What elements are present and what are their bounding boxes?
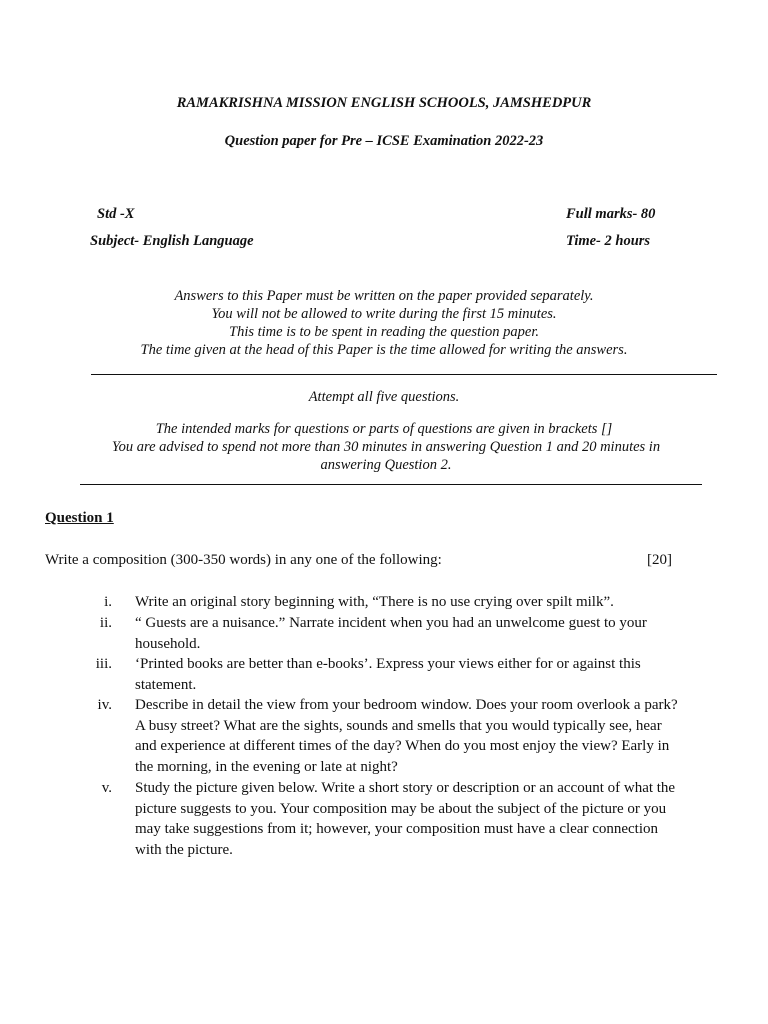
question-1-marks: [20] xyxy=(647,552,672,568)
option-number: i. xyxy=(104,594,112,610)
option-text: Describe in detail the view from your bedroom window. Does your room overlook a park? A busy street? What are the sights, sounds and smells that you would typically see, hear and experience at different times of the day? When do you most enjoy the view? Early in the morning, in the evening or late at night? xyxy=(135,697,678,775)
time-advice: You are advised to spend not more than 30 minutes in answering Question 1 and 20 minutes in answering Question 2. xyxy=(111,439,661,473)
option-text: Write an original story beginning with, “There is no use crying over spilt milk”. xyxy=(135,594,614,610)
attempt-instruction: Attempt all five questions. xyxy=(308,389,460,405)
instructions-block xyxy=(0,287,768,359)
option-text: ‘Printed books are better than e-books’. Express your views either for or against this statement. xyxy=(135,656,641,693)
instruction-line: The time given at the head of this Paper is the time allowed for writing the answers. xyxy=(140,342,628,358)
time-label: Time- 2 hours xyxy=(566,233,651,249)
full-marks-label: Full marks- 80 xyxy=(566,206,656,222)
standard-label: Std -X xyxy=(97,206,135,222)
subject-label: Subject- English Language xyxy=(90,233,254,249)
option-number: ii. xyxy=(99,615,112,631)
question-1-title: Question 1 xyxy=(45,510,114,526)
instruction-line: This time is to be spent in reading the question paper. xyxy=(229,324,539,340)
option-text: Study the picture given below. Write a short story or description or an account of what the picture suggests to you. Your composition may be about the subject of the picture or you may take suggestions from it; however, your composition must have a clear connection with the picture. xyxy=(135,780,676,858)
instruction-line: Answers to this Paper must be written on the paper provided separately. xyxy=(174,288,594,304)
question-1-prompt: Write a composition (300-350 words) in any one of the following: xyxy=(45,552,442,568)
divider-line xyxy=(80,484,702,485)
instruction-line: You will not be allowed to write during the first 15 minutes. xyxy=(211,306,557,322)
option-number: iv. xyxy=(97,697,112,713)
option-text: “ Guests are a nuisance.” Narrate incident when you had an unwelcome guest to your household. xyxy=(135,615,647,652)
option-number: iii. xyxy=(95,656,112,672)
exam-title: Question paper for Pre – ICSE Examination 2022-23 xyxy=(224,133,544,149)
option-number: v. xyxy=(101,780,112,796)
school-name: RAMAKRISHNA MISSION ENGLISH SCHOOLS, JAMSHEDPUR xyxy=(176,95,592,111)
divider-line xyxy=(91,374,717,375)
marks-note: The intended marks for questions or parts of questions are given in brackets [] xyxy=(155,421,613,437)
